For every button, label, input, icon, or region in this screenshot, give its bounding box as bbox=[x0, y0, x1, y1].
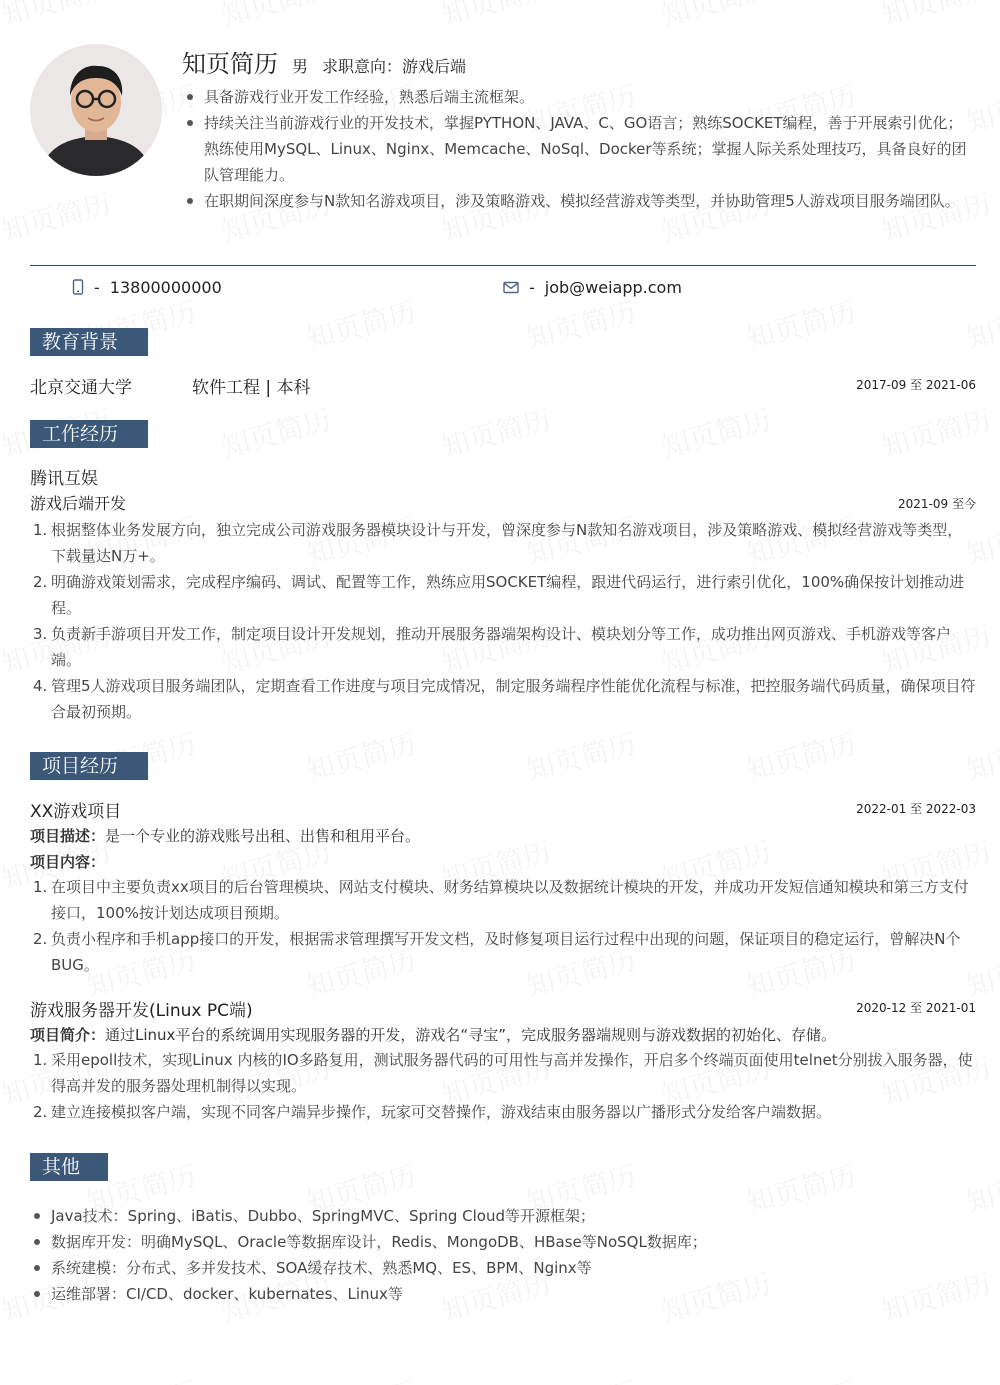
list-item bbox=[30, 621, 976, 673]
avatar bbox=[30, 44, 162, 176]
phone-number: 13800000000 bbox=[109, 277, 222, 297]
watermark-text bbox=[522, 1370, 641, 1385]
contact-separator: - bbox=[94, 277, 100, 297]
project-description-label: 项目简介： bbox=[30, 1026, 106, 1044]
watermark-text bbox=[877, 398, 996, 466]
list-item-text: 在项目中主要负责xx项目的后台管理模块、网站支付模块、财务结算模块以及数据统计模块的开发，并成功开发短信通知模块和第三方支付接口，100%按计划达成项目预期。 bbox=[51, 878, 969, 922]
section-title: 其他 bbox=[42, 1156, 81, 1178]
list-item bbox=[30, 1099, 976, 1125]
list-item: 运维部署：CI/CD、docker、kubernates、Linux等 bbox=[30, 1281, 976, 1307]
watermark-text bbox=[0, 0, 115, 34]
work-date: 2021-09 至今 bbox=[898, 497, 976, 511]
watermark-text bbox=[217, 0, 336, 34]
email-address: job@weiapp.com bbox=[544, 277, 682, 297]
phone-contact bbox=[72, 275, 222, 299]
section-title: 工作经历 bbox=[42, 423, 119, 445]
header-divider bbox=[30, 265, 976, 266]
candidate-name: 知页简历 bbox=[182, 50, 278, 78]
list-number: 4. bbox=[33, 677, 48, 695]
list-item-text: 建立连接模拟客户端，实现不同客户端异步操作，玩家可交替操作，游戏结束由服务器以广播形式分发给客户端数据。 bbox=[51, 1103, 832, 1121]
list-item bbox=[30, 874, 976, 926]
list-number: 2. bbox=[33, 573, 48, 591]
section-title: 教育背景 bbox=[42, 331, 119, 353]
list-item-text: 采用epoll技术，实现Linux 内核的IO多路复用，测试服务器代码的可用性与高并发操作，开启多个终端页面使用telnet分别拔入服务器，使得高并发的服务器处理机制得以实现。 bbox=[51, 1051, 973, 1095]
project-date: 2022-01 至 2022-03 bbox=[856, 802, 976, 816]
education-major-degree: 软件工程 | 本科 bbox=[192, 378, 311, 398]
avatar-photo bbox=[30, 44, 162, 176]
contact-separator: - bbox=[529, 277, 535, 297]
watermark-text bbox=[962, 722, 1000, 790]
project-content-label bbox=[30, 851, 105, 872]
list-item bbox=[30, 673, 976, 725]
list-item: Java技术：Spring、iBatis、Dubbo、SpringMVC、Spring Cloud等开源框架； bbox=[30, 1203, 976, 1229]
project-date: 2020-12 至 2021-01 bbox=[856, 1001, 976, 1015]
list-item: 系统建模：分布式、多并发技术、SOA缓存技术、熟悉MQ、ES、BPM、Nginx等 bbox=[30, 1255, 976, 1281]
watermark-text bbox=[522, 722, 641, 790]
watermark-text bbox=[217, 398, 336, 466]
email-contact bbox=[503, 275, 682, 299]
watermark-text bbox=[742, 1370, 861, 1385]
summary-item: 在职期间深度参与N款知名游戏项目，涉及策略游戏、模拟经营游戏等类型，并协助管理5人游戏项目服务端团队。 bbox=[182, 188, 977, 214]
list-item-text: 负责小程序和手机app接口的开发，根据需求管理撰写开发文档，及时修复项目运行过程中出现的问题，保证项目的稳定运行，曾解决N个BUG。 bbox=[51, 930, 961, 974]
watermark-text bbox=[657, 0, 776, 34]
watermark-text bbox=[962, 290, 1000, 358]
education-date: 2017-09 至 2021-06 bbox=[856, 378, 976, 392]
watermark-text bbox=[657, 398, 776, 466]
work-duty-list bbox=[30, 517, 976, 725]
list-item-text: 根据整体业务发展方向，独立完成公司游戏服务器模块设计与开发，曾深度参与N款知名游戏项目，涉及策略游戏、模拟经营游戏等类型，下载量达N万+。 bbox=[51, 521, 963, 565]
watermark-text bbox=[302, 722, 421, 790]
watermark-text bbox=[742, 722, 861, 790]
project-description-text: 是一个专业的游戏账号出租、出售和租用平台。 bbox=[105, 827, 421, 845]
list-number: 1. bbox=[33, 521, 48, 539]
watermark-text bbox=[522, 290, 641, 358]
list-item bbox=[30, 517, 976, 569]
list-item bbox=[30, 1047, 976, 1099]
project-name: XX游戏项目 bbox=[30, 802, 122, 822]
summary-item: 具备游戏行业开发工作经验，熟悉后端主流框架。 bbox=[182, 84, 977, 110]
project-description-label: 项目描述： bbox=[30, 827, 106, 845]
watermark-text bbox=[437, 398, 556, 466]
watermark-text bbox=[437, 0, 556, 34]
project-content-label-text: 项目内容： bbox=[30, 853, 106, 871]
list-number: 1. bbox=[33, 1051, 48, 1069]
watermark-text bbox=[742, 290, 861, 358]
watermark-text bbox=[877, 0, 996, 34]
list-item bbox=[30, 569, 976, 621]
list-item-text: 管理5人游戏项目服务端团队，定期查看工作进度与项目完成情况，制定服务端程序性能优化流程与标准，把控服务端代码质量，确保项目符合最初预期。 bbox=[51, 677, 976, 721]
watermark-text bbox=[302, 290, 421, 358]
project-content-list bbox=[30, 874, 976, 978]
education-school: 北京交通大学 bbox=[30, 378, 132, 398]
phone-icon bbox=[72, 279, 84, 295]
list-number: 1. bbox=[33, 878, 48, 896]
other-skills-list bbox=[30, 1203, 976, 1307]
section-title: 项目经历 bbox=[42, 755, 119, 777]
watermark-text bbox=[962, 1370, 1000, 1385]
candidate-gender: 男 bbox=[292, 57, 309, 76]
list-item-text: 明确游戏策划需求，完成程序编码、调试、配置等工作，熟练应用SOCKET编程，跟进代码运行，进行索引优化，100%确保按计划推动进程。 bbox=[51, 573, 965, 617]
list-number: 2. bbox=[33, 930, 48, 948]
work-company: 腾讯互娱 bbox=[30, 469, 98, 489]
project-content-list bbox=[30, 1047, 976, 1125]
work-position: 游戏后端开发 bbox=[30, 494, 127, 513]
summary-list bbox=[182, 84, 977, 214]
list-item: 数据库开发：明确MySQL、Oracle等数据库设计，Redis、MongoDB、HBase等NoSQL数据库； bbox=[30, 1229, 976, 1255]
name-row bbox=[182, 44, 466, 78]
watermark-text bbox=[0, 182, 115, 250]
project-name: 游戏服务器开发(Linux PC端) bbox=[30, 1001, 253, 1021]
watermark-text bbox=[302, 1370, 421, 1385]
watermark-text bbox=[82, 1370, 201, 1385]
summary-item: 持续关注当前游戏行业的开发技术，掌握PYTHON、JAVA、C、GO语言；熟练SOCKET编程，善于开展索引优化；熟练使用MySQL、Linux、Nginx、Memcache、NoSql、Docker等系统；掌握人际关系处理技巧，具备良好的团队管理能力。 bbox=[182, 110, 977, 188]
list-item bbox=[30, 926, 976, 978]
list-number: 3. bbox=[33, 625, 48, 643]
project-description bbox=[30, 1024, 836, 1045]
job-intent: 求职意向：游戏后端 bbox=[322, 57, 467, 76]
email-icon bbox=[503, 281, 519, 294]
list-number: 2. bbox=[33, 1103, 48, 1121]
project-description-text: 通过Linux平台的系统调用实现服务器的开发，游戏名“寻宝”，完成服务器端规则与游戏数据的初始化、存储。 bbox=[105, 1026, 836, 1044]
list-item-text: 负责新手游项目开发工作，制定项目设计开发规划，推动开展服务器端架构设计、模块划分等工作，成功推出网页游戏、手机游戏等客户端。 bbox=[51, 625, 952, 669]
project-description bbox=[30, 825, 420, 846]
